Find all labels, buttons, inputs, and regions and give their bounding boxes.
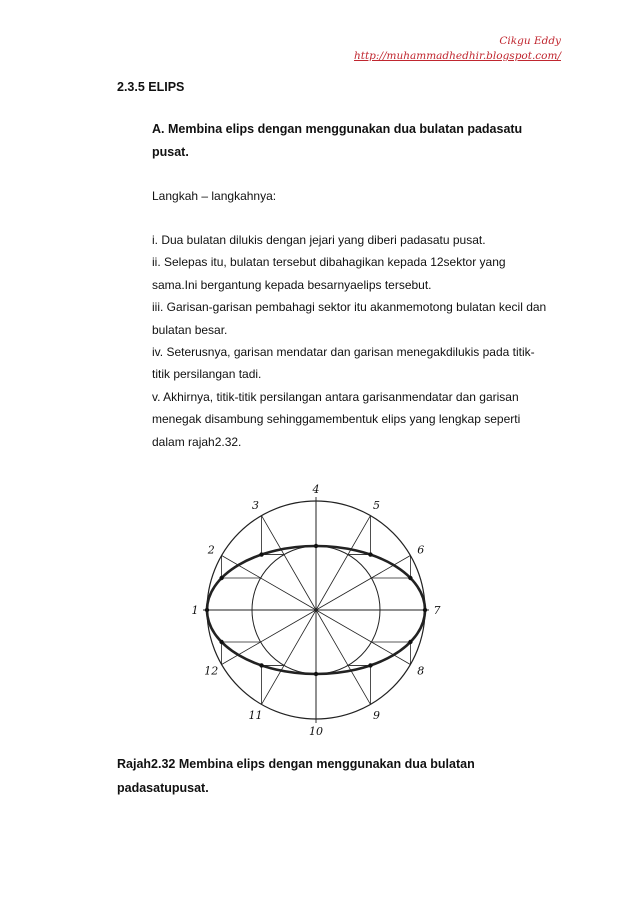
sector-line [222,556,316,611]
figure-caption: Rajah2.32 Membina elips dengan menggunakan dua bulatan padasatupusat. [117,757,475,795]
sector-line [316,610,410,665]
ellipse-point [259,552,263,556]
ellipse-point [219,640,223,644]
point-label: 6 [417,543,425,557]
step-item: ii. Selepas itu, bulatan tersebut dibahagikan kepada 12sektor yang sama.Ini bergantung kepada besarnyaelips tersebut. [152,255,506,292]
point-label: 10 [309,725,323,738]
step-item: v. Akhirnya, titik-titik persilangan antara garisanmendatar dan garisan menegak disambung sehinggamembentuk elips yang lengkap seperti dalam rajah2.32. [152,389,521,449]
sector-line [262,516,317,610]
sector-line [222,610,316,665]
point-label: 7 [433,604,441,617]
step-item: iii. Garisan-garisan pembahagi sektor itu akanmemotong bulatan kecil dan bulatan besar. [152,300,547,337]
construction-lines [203,497,429,723]
sector-line [316,556,410,611]
point-label: 12 [204,664,219,678]
header-link[interactable]: http://muhammadhedhir.blogspot.com/ [353,50,561,62]
point-label: 11 [248,708,263,722]
point-label: 9 [373,708,380,722]
sector-line [262,610,317,704]
point-label: 1 [191,604,199,617]
point-label: 3 [252,499,259,513]
step-item: i. Dua bulatan dilukis dengan jejari yang diberi padasatu pusat. [152,233,486,247]
ellipse-point [314,672,318,676]
ellipse-point [408,640,412,644]
ellipse-point [314,544,318,548]
header-author: Cikgu Eddy [499,35,561,47]
subsection-title: A. Membina elips dengan menggunakan dua bulatan padasatu pusat. [152,122,523,159]
ellipse-point [408,576,412,580]
section-title: 2.3.5 ELIPS [117,80,185,94]
ellipse-point [205,608,209,612]
ellipse-point [368,552,372,556]
point-label: 2 [207,543,215,557]
point-label: 5 [373,499,380,513]
ellipse-construction-diagram [172,478,462,748]
step-item: iv. Seterusnya, garisan mendatar dan garisan menegakdilukis pada titik-titik persilangan tadi. [152,345,535,382]
page-header [354,34,561,64]
ellipse-point [219,576,223,580]
ellipse-point [259,663,263,667]
sector-line [316,516,371,610]
ellipse-point [423,608,427,612]
steps-list [152,229,552,453]
steps-title: Langkah – langkahnya: [152,189,277,203]
ellipse-point [368,663,372,667]
point-label: 8 [417,664,425,678]
point-label: 4 [312,483,320,496]
sector-line [316,610,371,704]
